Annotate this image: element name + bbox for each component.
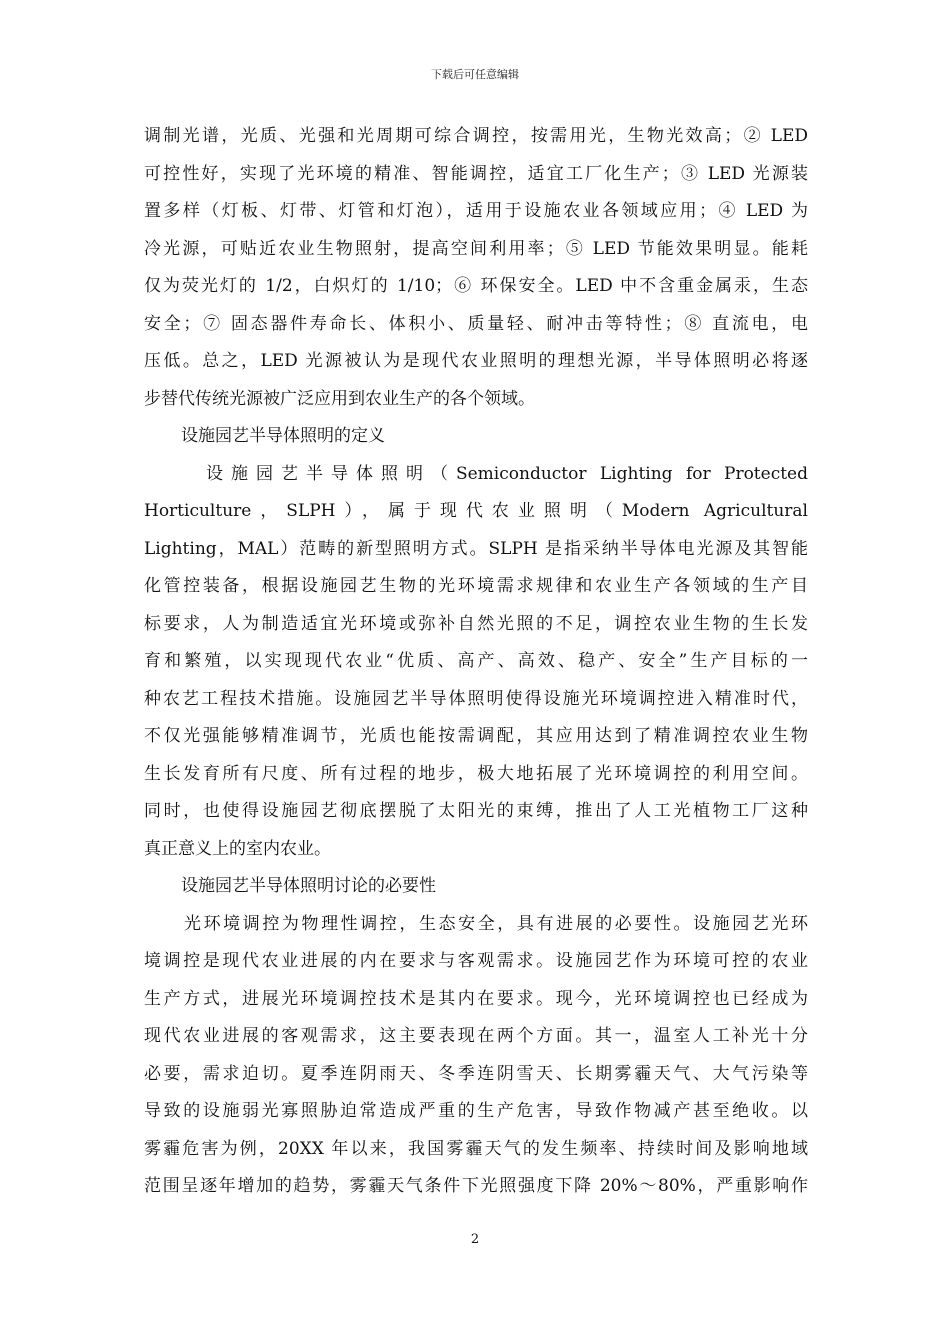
- text-line: 冷光源，可贴近农业生物照射，提高空间利用率；⑤ LED 节能效果明显。能耗: [144, 238, 808, 259]
- text-line: 生产方式，进展光环境调控技术是其内在要求。现今，光环境调控也已经成为: [144, 988, 808, 1009]
- text-line: Lighting，MAL）范畴的新型照明方式。SLPH 是指采纳半导体电光源及其智能: [144, 538, 808, 559]
- text-line: 化管控装备，根据设施园艺生物的光环境需求规律和农业生产各领域的生产目: [144, 576, 808, 596]
- page-number: 2: [470, 1232, 480, 1247]
- text-line: 境调控是现代农业进展的内在要求与客观需求。设施园艺作为环境可控的农业: [144, 951, 808, 971]
- text-line: 调制光谱，光质、光强和光周期可综合调控，按需用光，生物光效高；② LED: [144, 126, 808, 146]
- document-body: [144, 118, 808, 1206]
- text-line: 设施园艺半导体照明讨论的必要性: [181, 876, 436, 896]
- text-line: Horticulture，SLPH），属于现代农业照明（Modern Agricultural: [144, 501, 808, 521]
- text-line: 生长发育所有尺度、所有过程的地步，极大地拓展了光环境调控的利用空间。: [144, 763, 808, 784]
- text-line: 种农艺工程技术措施。设施园艺半导体照明使得设施光环境调控进入精准时代，: [144, 688, 808, 709]
- text-line: 雾霾危害为例，20XX 年以来，我国雾霾天气的发生频率、持续时间及影响地域: [144, 1138, 808, 1159]
- text-line: 育和繁殖，以实现现代农业“优质、高产、高效、稳产、安全”生产目标的一: [144, 651, 808, 671]
- text-line: 现代农业进展的客观需求，这主要表现在两个方面。其一，温室人工补光十分: [144, 1026, 808, 1046]
- text-line: 范围呈逐年增加的趋势，雾霾天气条件下光照强度下降 20%～80%，严重影响作: [144, 1176, 808, 1196]
- text-line: 必要，需求迫切。夏季连阴雨天、冬季连阴雪天、长期雾霾天气、大气污染等: [144, 1063, 808, 1084]
- text-line: 步替代传统光源被广泛应用到农业生产的各个领域。: [144, 388, 535, 409]
- text-line: 光环境调控为物理性调控，生态安全，具有进展的必要性。设施园艺光环: [184, 913, 808, 934]
- text-line: 同时，也使得设施园艺彻底摆脱了太阳光的束缚，推出了人工光植物工厂这种: [144, 801, 808, 821]
- page-header: 下载后可任意编辑: [431, 68, 519, 81]
- text-line: 安全；⑦ 固态器件寿命长、体积小、质量轻、耐冲击等特性；⑧ 直流电，电: [144, 313, 808, 334]
- text-line: 导致的设施弱光寡照胁迫常造成严重的生产危害，导致作物减产甚至绝收。以: [144, 1101, 808, 1121]
- text-line: 设施园艺半导体照明（Semiconductor Lighting for Protected: [206, 463, 808, 484]
- text-line: 可控性好，实现了光环境的精准、智能调控，适宜工厂化生产；③ LED 光源装: [144, 163, 808, 184]
- text-line: 真正意义上的室内农业。: [144, 838, 331, 859]
- text-line: 压低。总之，LED 光源被认为是现代农业照明的理想光源，半导体照明必将逐: [144, 351, 808, 371]
- text-line: 不仅光强能够精准调节，光质也能按需调配，其应用达到了精准调控农业生物: [144, 726, 808, 746]
- text-line: 标要求，人为制造适宜光环境或弥补自然光照的不足，调控农业生物的生长发: [144, 613, 808, 634]
- text-line: 置多样（灯板、灯带、灯管和灯泡），适用于设施农业各领域应用；④ LED 为: [144, 201, 808, 221]
- text-line: 仅为荧光灯的 1/2，白炽灯的 1/10；⑥ 环保安全。LED 中不含重金属汞，生态: [144, 276, 808, 296]
- text-line: 设施园艺半导体照明的定义: [181, 426, 385, 446]
